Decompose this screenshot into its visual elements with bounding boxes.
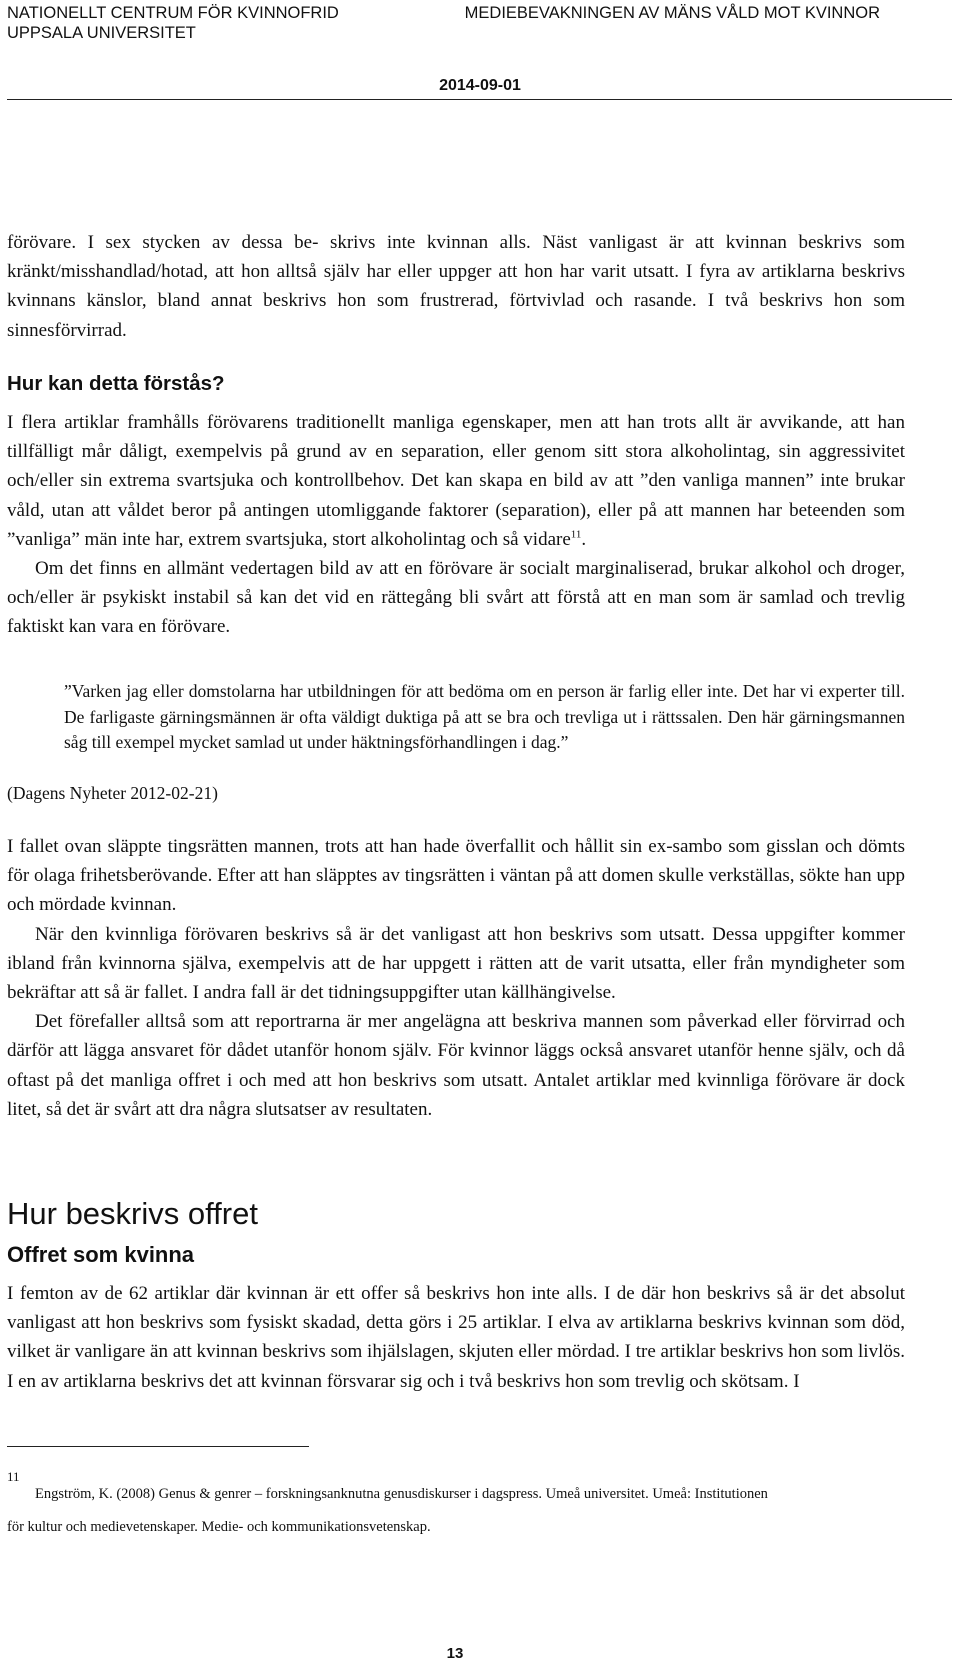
paragraph-marginalised: Om det finns en allmänt vedertagen bild av att en förövare är socialt marginaliserad, brukar alkohol och droger, och/eller är psykiskt instabil så kan det vid en rättegång bli svårt att förstå att en man som är samlad och trevlig faktiskt kan vara en förövare. [7, 558, 905, 638]
block-quote: ”Varken jag eller domstolarna har utbildningen för att bedöma om en person är farlig eller inte. Det har vi experter till. De farligaste gärningsmännen är ofta väldigt duktiga på att se bra och trevliga ut i rättssalen. Den här gärningsmannen såg till exempel mycket samlad ut under häktningsförhandlingen i dag.” [64, 681, 905, 752]
header-centre-name: NATIONELLT CENTRUM FÖR KVINNOFRID [7, 4, 339, 22]
heading-victim: Hur beskrivs offret [7, 1196, 258, 1231]
intro-text: förövare. I sex stycken av dessa be- skrivs inte kvinnan alls. Näst vanligast är att kvinnan beskrivs som kränkt/misshandlad/hotad, att hon alltså själv har eller uppger att hon har varit utsatt. I fyra av artiklarna beskrivs kvinnans känslor, bland annat beskrivs hon som frustrerad, förtvivlad och rasande. I två beskrivs hon som sinnesförvirrad. [7, 232, 905, 341]
quote-source: (Dagens Nyheter 2012-02-21) [7, 783, 218, 803]
section-understand [7, 408, 905, 642]
paragraph-case: I fallet ovan släppte tingsrätten mannen, trots att han hade överfallit och hållit sin ex-sambo som gisslan och dömts för olaga frihetsberövande. Efter att han släpptes av tingsrätten i väntan på att domen skulle verkställas, sökte han upp och mördade kvinnan. [7, 836, 905, 916]
section-cases [7, 832, 905, 1124]
footnote-ref[interactable]: 11 [570, 528, 582, 541]
header-date: 2014-09-01 [439, 77, 521, 94]
header-institution [7, 3, 339, 43]
page-number: 13 [446, 1645, 464, 1662]
footnote-number: 11 [7, 1469, 20, 1484]
header-university: UPPSALA UNIVERSITET [7, 24, 196, 42]
header-report-title: MEDIEBEVAKNINGEN AV MÄNS VÅLD MOT KVINNOR [464, 4, 880, 22]
footnote-line-2: för kultur och medievetenskaper. Medie- och kommunikationsvetenskap. [7, 1519, 431, 1535]
footnote-divider [7, 1446, 309, 1447]
paragraph-female-perpetrator: När den kvinnliga förövaren beskrivs så är det vanligast att hon beskrivs som utsatt. Dessa uppgifter kommer ibland från kvinnorna själva, exempelvis att de har uppgett i rätten att de varit utsatta, eller från myndigheter som bekräftar att så är fallet. I andra fall är det tidningsuppgifter utan källhängivelse. [7, 923, 905, 1004]
section-woman-victim [7, 1279, 905, 1396]
footnote-line-1: Engström, K. (2008) Genus & genrer – forskningsanknutna genusdiskurser i dagspress. Umeå universitet. Umeå: Institutionen [35, 1486, 768, 1502]
paragraph-reporters: Det förefaller alltså som att reportrarna är mer angelägna att beskriva mannen som påverkad eller förvirrad och därför att lägga ansvaret för dådet utanför honom själv. För kvinnor läggs också ansvaret utanför henne själv, och då oftast på det manliga offret i och med att hon beskrivs som utsatt. Antalet artiklar med kvinnliga förövare är dock litet, så det är svårt att dra några slutsatser av resultaten. [7, 1011, 905, 1120]
paragraph-victim: I femton av de 62 artiklar där kvinnan är ett offer så beskrivs hon inte alls. I de där hon beskrivs så är det absolut vanligast att hon beskrivs som fysiskt skadad, detta görs i 25 artiklar. I elva av artiklarna beskrivs kvinnan som död, vilket är vanligare än att kvinnan beskrivs som ihjälslagen, skjuten eller mördad. I tre artiklar beskrivs hon som livlös. I en av artiklarna beskrivs det att kvinnan försvarar sig och i två beskrivs hon som trevlig och skötsam. I [7, 1283, 905, 1392]
header-divider [7, 99, 952, 100]
heading-understand: Hur kan detta förstås? [7, 372, 225, 395]
subheading-woman-victim: Offret som kvinna [7, 1242, 195, 1267]
paragraph-traits [7, 408, 905, 554]
paragraph-traits-end: . [581, 528, 587, 550]
paragraph-traits-text: I flera artiklar framhålls förövarens traditionellt manliga egenskaper, men att han trots allt är avvikande, att han tillfälligt mår dåligt, exempelvis på grund av en separation, eller genom sitt stora alkoholintag, sin aggressivitet och/eller sin extrema svartsjuka och kontrollbehov. Det kan skapa en bild av att ”den vanliga mannen” inte brukar våld, utan att våldet beror på antingen utomliggande faktorer (separation), eller på att mannen har beteenden som ”vanliga” män inte har, extrem svartsjuka, stort alkoholintag och så vidare [7, 412, 905, 550]
intro-paragraph [7, 228, 905, 345]
footnote [7, 1478, 905, 1544]
